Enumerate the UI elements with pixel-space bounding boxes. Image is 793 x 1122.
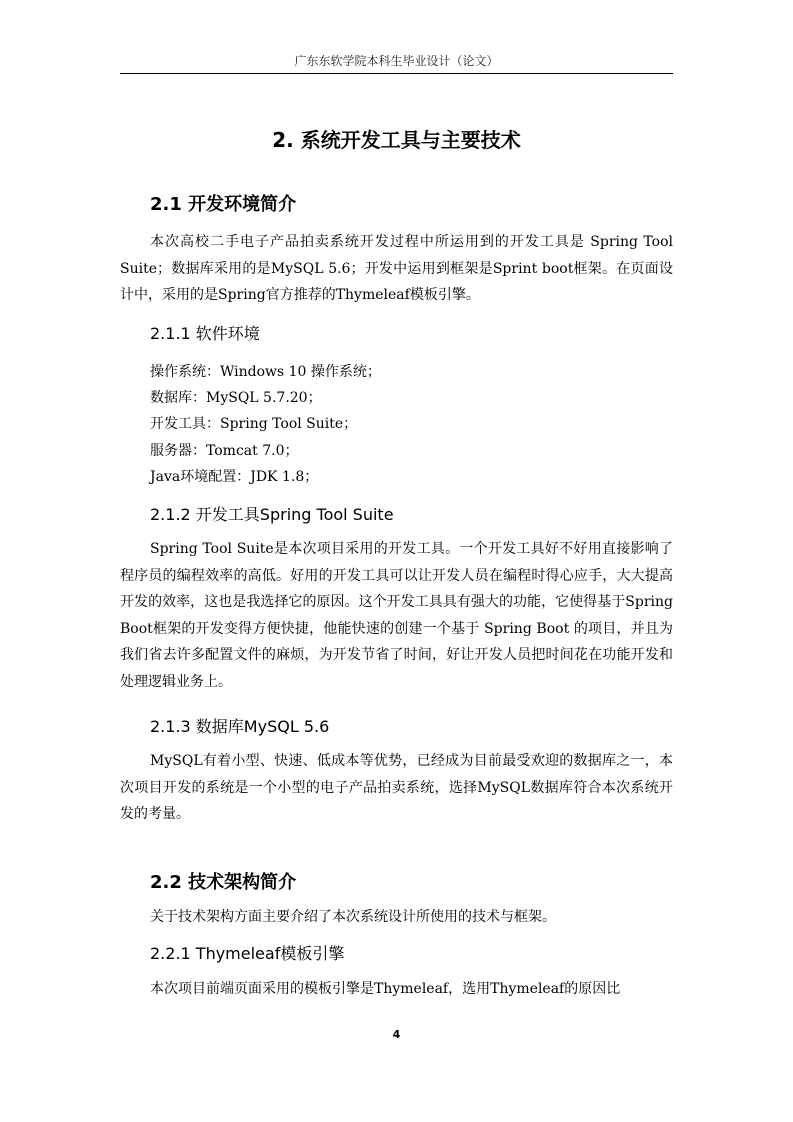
- section-heading-2-1-2: 2.1.2 开发工具Spring Tool Suite: [150, 505, 394, 524]
- list-item: 开发工具：Spring Tool Suite；: [150, 416, 358, 432]
- section-heading-2-1-3: 2.1.3 数据库MySQL 5.6: [150, 717, 330, 736]
- paragraph-2-1-3-body: MySQL有着小型、快速、低成本等优势，已经成为目前最受欢迎的数据库之一，本次项目开发的系统是一个小型的电子产品拍卖系统，选择MySQL数据库符合本次系统开发的考量。: [120, 753, 673, 822]
- chapter-title: 2. 系统开发工具与主要技术: [272, 128, 521, 152]
- paragraph-2-2-intro: 关于技术架构方面主要介绍了本次系统设计所使用的技术与框架。: [150, 909, 556, 925]
- section-heading-2-1-1: 2.1.1 软件环境: [150, 324, 260, 343]
- list-item: 数据库：MySQL 5.7.20；: [150, 390, 322, 406]
- page-number: 4: [392, 1028, 401, 1041]
- list-item: Java环境配置：JDK 1.8；: [150, 469, 319, 485]
- paragraph-2-1-intro: 本次高校二手电子产品拍卖系统开发过程中所运用到的开发工具是 Spring Tool Suite；数据库采用的是MySQL 5.6；开发中运用到框架是Sprint boot框架。在页面设计中，采用的是Spring官方推荐的Thymeleaf模板引擎。: [120, 234, 673, 303]
- list-item: 服务器：Tomcat 7.0；: [150, 443, 299, 459]
- list-item: 操作系统：Windows 10 操作系统；: [150, 364, 381, 380]
- section-heading-2-1: 2.1 开发环境简介: [150, 194, 297, 215]
- paragraph-2-1-2-body: Spring Tool Suite是本次项目采用的开发工具。一个开发工具好不好用直接影响了程序员的编程效率的高低。好用的开发工具可以让开发人员在编程时得心应手，大大提高开发的效率，这也是我选择它的原因。这个开发工具具有强大的功能，它使得基于Spring Boot框架的开发变得方便快捷，他能快速的创建一个基于 Spring Boot 的项目，并且为我们省去许多配置文件的麻烦，为开发节省了时间，好让开发人员把时间花在功能开发和处理逻辑业务上。: [120, 541, 673, 690]
- header-rule: [120, 73, 673, 74]
- running-header: 广东东软学院本科生毕业设计（论文）: [294, 54, 499, 68]
- paragraph-2-2-1-body: 本次项目前端页面采用的模板引擎是Thymeleaf，选用Thymeleaf的原因比: [150, 981, 621, 997]
- section-heading-2-2: 2.2 技术架构简介: [150, 872, 297, 893]
- section-heading-2-2-1: 2.2.1 Thymeleaf模板引擎: [150, 944, 345, 963]
